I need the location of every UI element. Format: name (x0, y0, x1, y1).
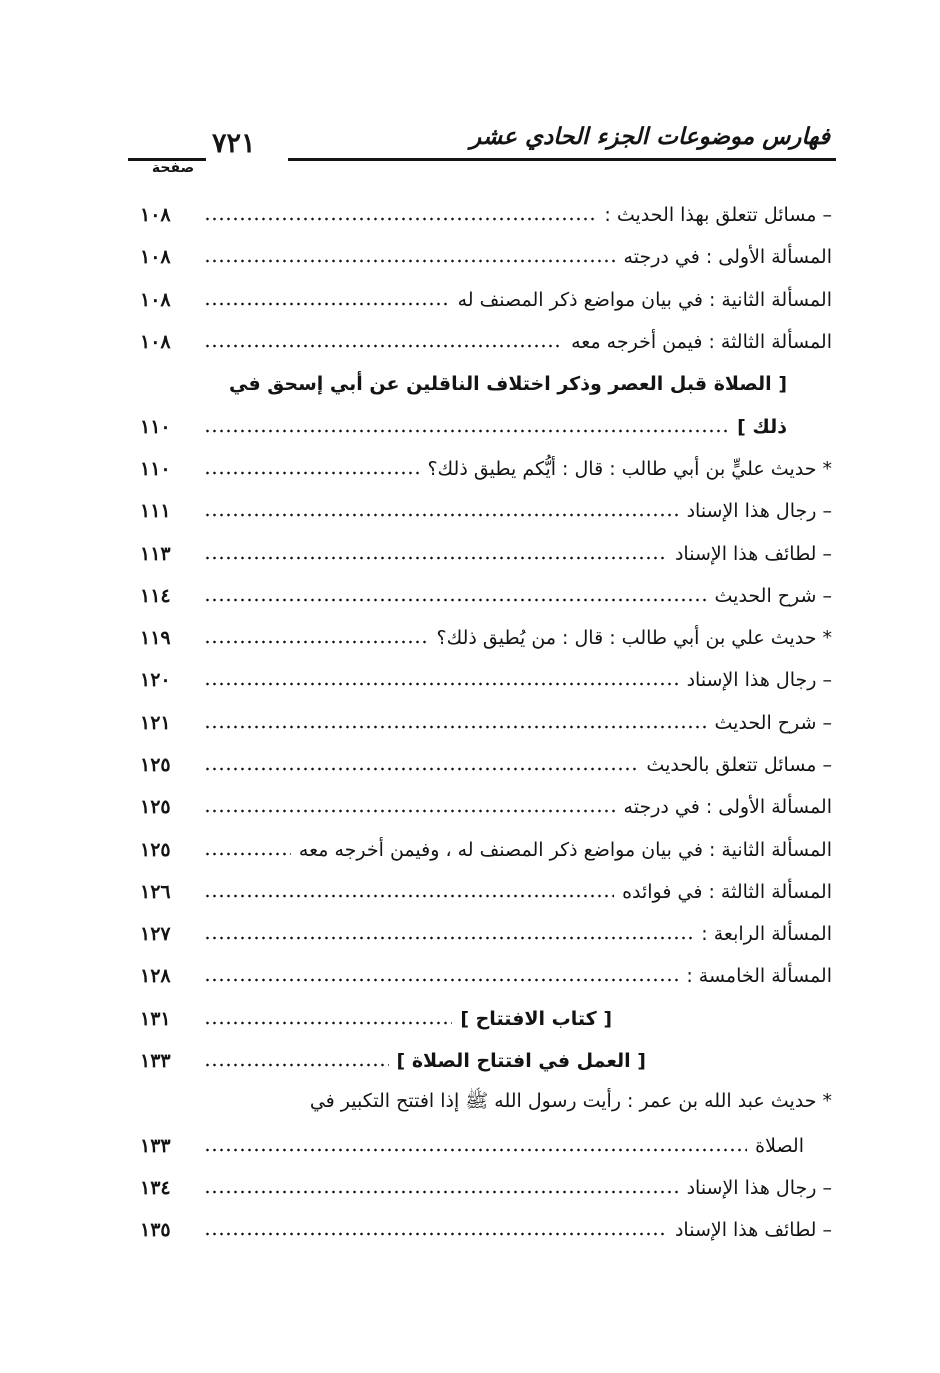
leader-dots (204, 301, 450, 307)
toc-entry-page: ١٠٨ (140, 204, 171, 227)
toc-heading (140, 998, 832, 1040)
toc-entry (140, 744, 832, 786)
leader-dots (204, 470, 419, 476)
page-number: ٧٢١ (212, 128, 256, 159)
toc-entry-page: ١٢٦ (140, 880, 171, 903)
toc-heading (140, 1040, 832, 1082)
toc-entry-page: ١١١ (140, 500, 171, 523)
toc-entry-text: المسألة الأولى : في درجته (623, 796, 832, 819)
leader-dots (204, 977, 678, 983)
toc-entry (140, 321, 832, 363)
toc-entry-text: – رجال هذا الإسناد (686, 669, 832, 692)
leader-dots (204, 851, 291, 857)
toc-entry-text: * حديث علي بن أبي طالب : قال : من يُطيق ذلك؟ (436, 627, 832, 650)
toc-entry-page: ١٢٠ (140, 669, 171, 692)
toc-entry-page: ١٣٣ (140, 1050, 171, 1073)
toc-entry-page: ١١٩ (140, 627, 171, 650)
leader-dots (204, 1189, 679, 1195)
toc-entry-page: ١٠٨ (140, 288, 171, 311)
toc-entry-text: * حديث عليٍّ بن أبي طالب : قال : أيُّكم يطيق ذلك؟ (427, 457, 832, 480)
header-rule (288, 158, 836, 161)
toc-entry-page: ١٠٨ (140, 331, 171, 354)
toc-entry (140, 236, 832, 278)
toc-entry-text: – رجال هذا الإسناد (686, 500, 832, 523)
toc-entry-text: الصلاة (755, 1134, 804, 1157)
toc-entry-page: ١١٣ (140, 542, 171, 565)
toc-entry-page: ١٢٥ (140, 754, 171, 776)
toc-entry-text: – لطائف هذا الإسناد (674, 1219, 832, 1242)
toc-entry-text: المسألة الأولى : في درجته (623, 246, 832, 269)
leader-dots (204, 1062, 389, 1068)
toc-list (140, 194, 832, 1251)
toc-entry-text: – مسائل تتعلق بهذا الحديث : (604, 204, 832, 227)
leader-dots (204, 555, 667, 561)
toc-entry (140, 448, 832, 490)
leader-dots (204, 724, 707, 730)
toc-entry-text: المسألة الثالثة : فيمن أخرجه معه (571, 331, 832, 354)
toc-entry (140, 955, 832, 997)
toc-entry-text: – مسائل تتعلق بالحديث (646, 754, 832, 776)
toc-entry-text: المسألة الخامسة : (686, 965, 832, 988)
leader-dots (204, 258, 616, 264)
toc-entry-text: [ كتاب الافتتاح ] (460, 1007, 612, 1030)
toc-entry-page: ١٢٥ (140, 796, 171, 819)
toc-entry-text: – شرح الحديث (714, 584, 832, 607)
toc-entry (140, 786, 832, 828)
toc-entry-page: ١١٠ (140, 415, 171, 438)
leader-dots (204, 681, 679, 687)
toc-entry-text: المسألة الثالثة : في فوائده (622, 880, 832, 903)
page-column-label: صفحة (151, 160, 195, 176)
toc-entry (140, 1167, 832, 1209)
leader-dots (204, 343, 563, 349)
toc-entry-text: – لطائف هذا الإسناد (674, 542, 832, 565)
leader-dots (204, 1020, 452, 1026)
leader-dots (204, 597, 707, 603)
toc-entry (140, 1082, 832, 1124)
toc-entry-page: ١٣٤ (140, 1176, 171, 1199)
leader-dots (204, 935, 693, 941)
toc-heading (140, 363, 832, 405)
toc-entry (140, 871, 832, 913)
leader-dots (204, 639, 429, 645)
leader-dots (204, 766, 638, 772)
toc-entry-page: ١١٤ (140, 584, 171, 607)
toc-entry-text: – شرح الحديث (714, 711, 832, 734)
toc-entry-page: ١٢٧ (140, 923, 171, 946)
running-header-title: فهارس موضوعات الجزء الحادي عشر (470, 124, 830, 150)
toc-entry-page: ١٢٥ (140, 838, 171, 861)
leader-dots (204, 893, 614, 899)
toc-entry-text: [ العمل في افتتاح الصلاة ] (396, 1050, 646, 1073)
toc-heading (140, 405, 832, 447)
toc-entry-page: ١٣٣ (140, 1134, 171, 1157)
toc-entry (140, 913, 832, 955)
toc-entry (140, 575, 832, 617)
toc-entry (140, 828, 832, 870)
toc-entry (140, 1125, 832, 1167)
toc-entry-text: المسألة الثانية : في بيان مواضع ذكر المصنف له ، وفيمن أخرجه معه (298, 838, 832, 861)
toc-entry (140, 659, 832, 701)
toc-entry-page: ١١٠ (140, 457, 171, 480)
leader-dots (204, 428, 729, 434)
leader-dots (204, 1231, 667, 1237)
leader-dots (204, 808, 616, 814)
leader-dots (204, 216, 596, 222)
toc-entry (140, 1209, 832, 1251)
toc-entry-text: ذلك ] (737, 415, 787, 438)
toc-entry-text: المسألة الثانية : في بيان مواضع ذكر المصنف له (457, 288, 832, 311)
toc-entry-page: ١٢٨ (140, 965, 171, 988)
leader-dots (204, 512, 679, 518)
toc-entry (140, 279, 832, 321)
toc-entry-text: المسألة الرابعة : (701, 923, 832, 946)
toc-entry-page: ١٣٥ (140, 1219, 171, 1242)
toc-entry-page: ١٣١ (140, 1007, 171, 1030)
toc-entry-text: [ الصلاة قبل العصر وذكر اختلاف الناقلين عن أبي إسحق في (228, 373, 787, 396)
leader-dots (204, 1147, 747, 1153)
toc-entry (140, 194, 832, 236)
toc-entry (140, 617, 832, 659)
toc-entry-page: ١٢١ (140, 711, 171, 734)
toc-entry-text: * حديث عبد الله بن عمر : رأيت رسول الله ﷺ إذا افتتح التكبير في (309, 1090, 832, 1113)
toc-entry (140, 532, 832, 574)
toc-entry (140, 490, 832, 532)
toc-entry (140, 702, 832, 744)
toc-entry-text: – رجال هذا الإسناد (686, 1176, 832, 1199)
toc-entry-page: ١٠٨ (140, 246, 171, 269)
